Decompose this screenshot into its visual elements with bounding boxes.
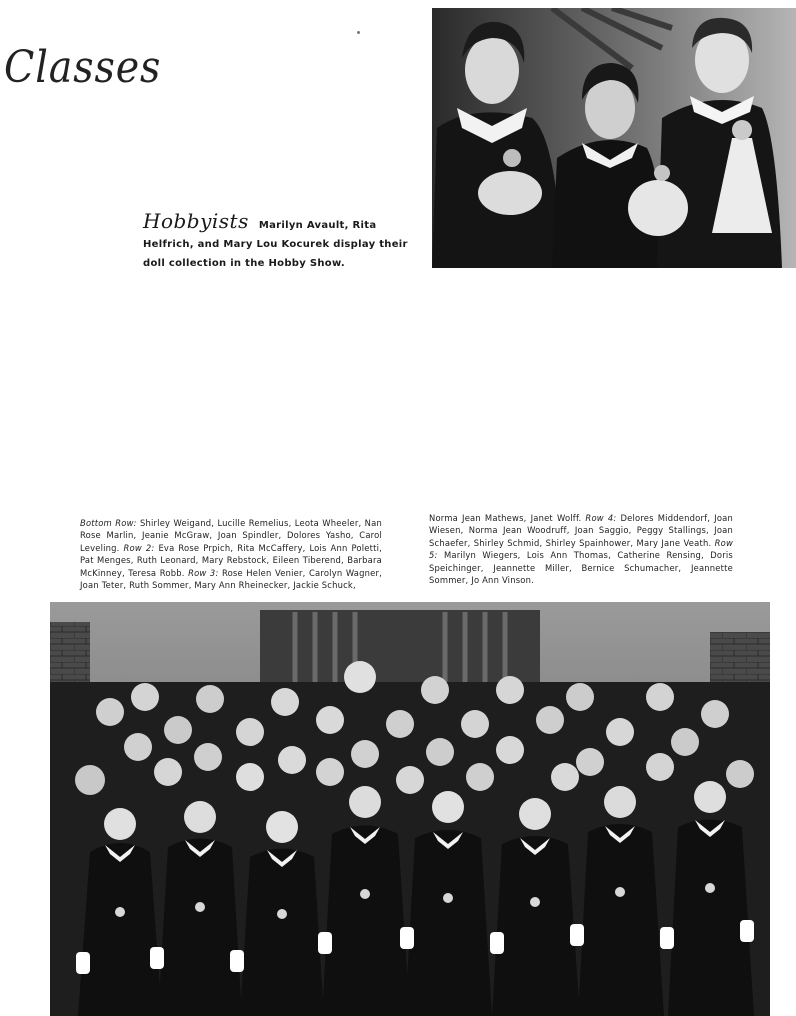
row-label: Row 3: [188,567,219,578]
row-label: Bottom Row: [80,518,137,528]
row-names: Marilyn Wiegers, Lois Ann Thomas, Catherine Rensing, Doris Speichinger, Jeannette Miller, Bernice Schumacher, Jeannette Sommer, Jo Ann Vinson. [429,550,733,586]
hobby-show-photo [432,8,796,268]
class-names-left-column [80,517,382,591]
caption-heading: Hobbyists [143,209,249,233]
row-names: Eva Rose Prpich, Rita McCaffery, Lois Ann Poletti, Pat Menges, Ruth Leonard, Mary Rebstock, Eileen Tiberend, Barbara McKinney, Teresa Robb. [80,542,382,578]
hobby-photo-caption [143,209,415,273]
class-names-right-column [429,512,733,586]
row-names: Norma Jean Mathews, Janet Wolff. [429,513,582,523]
caption-text: Marilyn Avault, Rita Helfrich, and Mary Lou Kocurek display their doll collection in the Hobby Show. [143,220,408,269]
row-names: Shirley Weigand, Lucille Remelius, Leota Wheeler, Nan Rose Marlin, Jeanie McGraw, Joan Spindler, Dolores Yasho, Carol Leveling. [80,518,382,553]
row-label: Row 4: [585,513,617,523]
row-names: Rose Helen Venier, Carolyn Wagner, Joan Teter, Ruth Sommer, Mary Ann Rheinecker, Jackie Schuck, [80,567,382,591]
row-names: Delores Middendorf, Joan Wiesen, Norma Jean Woodruff, Joan Saggio, Peggy Stallings, Joan Schaefer, Shirley Schmid, Shirley Spainhower, Mary Jane Veath. [429,513,733,548]
row-label: Row 2: [123,542,155,553]
print-speck [357,31,360,34]
row-label: Row 5: [429,537,734,561]
class-group-photo [50,602,770,1016]
page-title: Classes [4,42,162,93]
